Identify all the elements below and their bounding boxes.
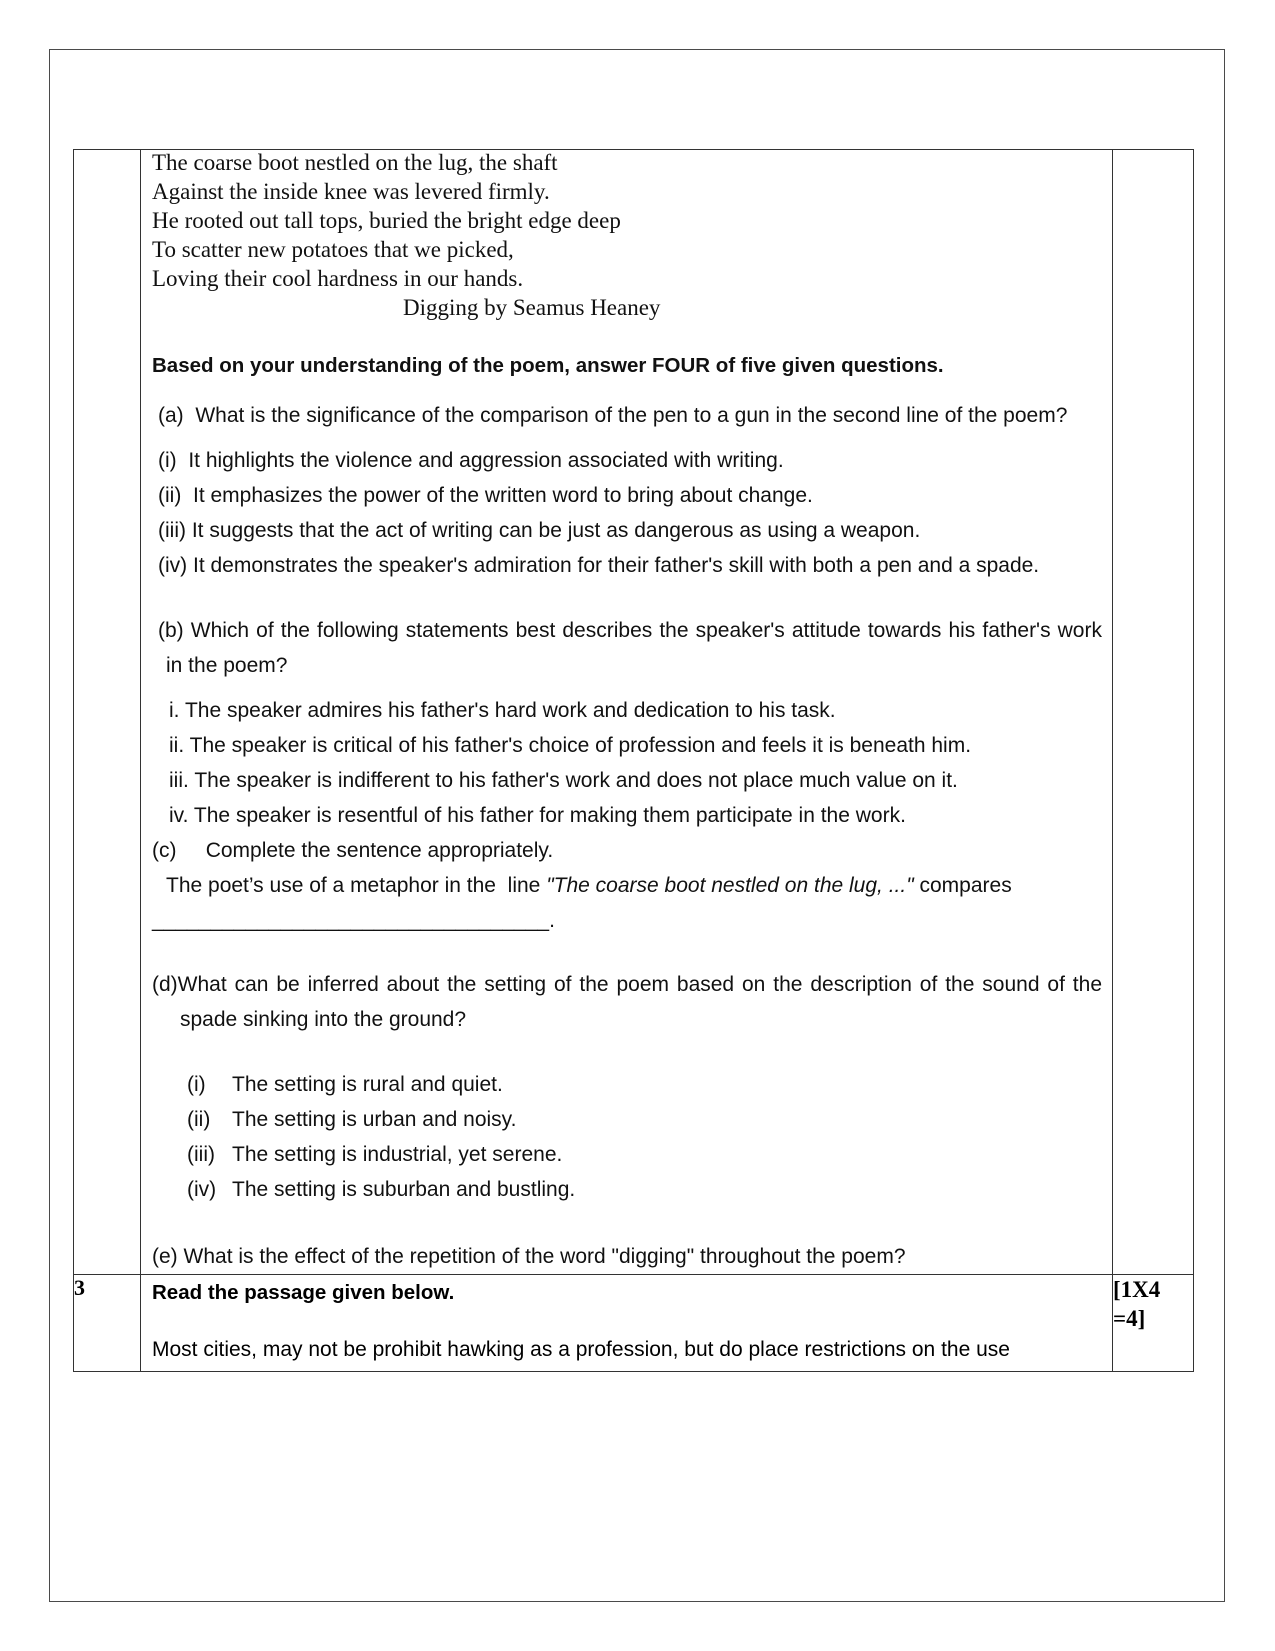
quoted-line: "The coarse boot nestled on the lug, ..." bbox=[546, 874, 914, 897]
option: (iii) The setting is industrial, yet serene. bbox=[187, 1143, 563, 1166]
instruction: Based on your understanding of the poem, answer FOUR of five given questions. bbox=[152, 354, 944, 377]
question-d-options bbox=[152, 1067, 1102, 1207]
answer-blank: __________________________________. bbox=[152, 909, 555, 932]
poem-line: He rooted out tall tops, buried the bright edge deep bbox=[152, 208, 621, 233]
option: (iii) It suggests that the act of writing can be just as dangerous as using a weapon. bbox=[158, 519, 921, 542]
poem-line: The coarse boot nestled on the lug, the shaft bbox=[152, 150, 558, 175]
question-d bbox=[152, 967, 1102, 1037]
option: (i) It highlights the violence and aggression associated with writing. bbox=[158, 449, 784, 472]
question-e-label: (e) bbox=[152, 1245, 178, 1268]
poem-credit: Digging by Seamus Heaney bbox=[403, 295, 661, 320]
question-3-heading: Read the passage given below. bbox=[152, 1281, 455, 1304]
question-3-row bbox=[74, 1275, 1194, 1372]
question-3-number: 3 bbox=[74, 1275, 141, 1372]
question-a-options bbox=[152, 443, 1102, 583]
passage-start: Most cities, may not be prohibit hawking as a profession, but do place restrictions on the use bbox=[152, 1338, 1010, 1361]
option: ii. The speaker is critical of his father's choice of profession and feels it is beneath him. bbox=[169, 734, 972, 757]
question-c-sentence: The poet’s use of a metaphor in the line "The coarse boot nestled on the lug, ..." compares bbox=[166, 874, 1012, 897]
question-content-cell bbox=[141, 150, 1113, 1275]
poem-line: Loving their cool hardness in our hands. bbox=[152, 266, 524, 291]
option: (iv) It demonstrates the speaker's admiration for their father's skill with both a pen and a spade. bbox=[158, 554, 1040, 577]
question-a-label: (a) bbox=[158, 404, 184, 427]
question-2-row bbox=[74, 150, 1194, 1275]
poem-line: To scatter new potatoes that we picked, bbox=[152, 237, 514, 262]
question-b-options bbox=[152, 693, 1102, 833]
question-a bbox=[152, 398, 1102, 433]
question-b-text: Which of the following statements best describes the speaker's attitude towards his father's work in the poem? bbox=[166, 619, 1102, 677]
question-number-cell bbox=[74, 150, 141, 1275]
option: (i) The setting is rural and quiet. bbox=[187, 1073, 503, 1096]
question-3-content bbox=[141, 1275, 1113, 1372]
question-c-text: Complete the sentence appropriately. bbox=[205, 839, 554, 862]
question-b-label: (b) bbox=[158, 619, 184, 642]
question-table bbox=[73, 149, 1194, 1372]
question-d-label: (d) bbox=[152, 973, 178, 996]
poem-excerpt bbox=[152, 148, 1102, 322]
option: i. The speaker admires his father's hard work and dedication to his task. bbox=[169, 699, 836, 722]
question-e-text: What is the effect of the repetition of the word "digging" throughout the poem? bbox=[183, 1245, 906, 1268]
option: (ii) The setting is urban and noisy. bbox=[187, 1108, 517, 1131]
option: iii. The speaker is indifferent to his father's work and does not place much value on it. bbox=[169, 769, 958, 792]
question-c bbox=[152, 833, 1102, 868]
poem-line: Against the inside knee was levered firmly. bbox=[152, 179, 550, 204]
question-e bbox=[152, 1239, 1102, 1274]
option: (iv) The setting is suburban and bustling. bbox=[187, 1178, 576, 1201]
option: (ii) It emphasizes the power of the written word to bring about change. bbox=[158, 484, 813, 507]
question-a-text: What is the significance of the comparison of the pen to a gun in the second line of the poem? bbox=[195, 404, 1068, 427]
question-c-label: (c) bbox=[152, 839, 177, 862]
question-d-text: What can be inferred about the setting of the poem based on the description of the sound of the spade sinking into the ground? bbox=[177, 973, 1102, 1031]
question-3-marks: [1X4 =4] bbox=[1113, 1275, 1194, 1372]
marks-cell bbox=[1113, 150, 1194, 1275]
question-b bbox=[152, 613, 1102, 683]
option: iv. The speaker is resentful of his father for making them participate in the work. bbox=[169, 804, 906, 827]
